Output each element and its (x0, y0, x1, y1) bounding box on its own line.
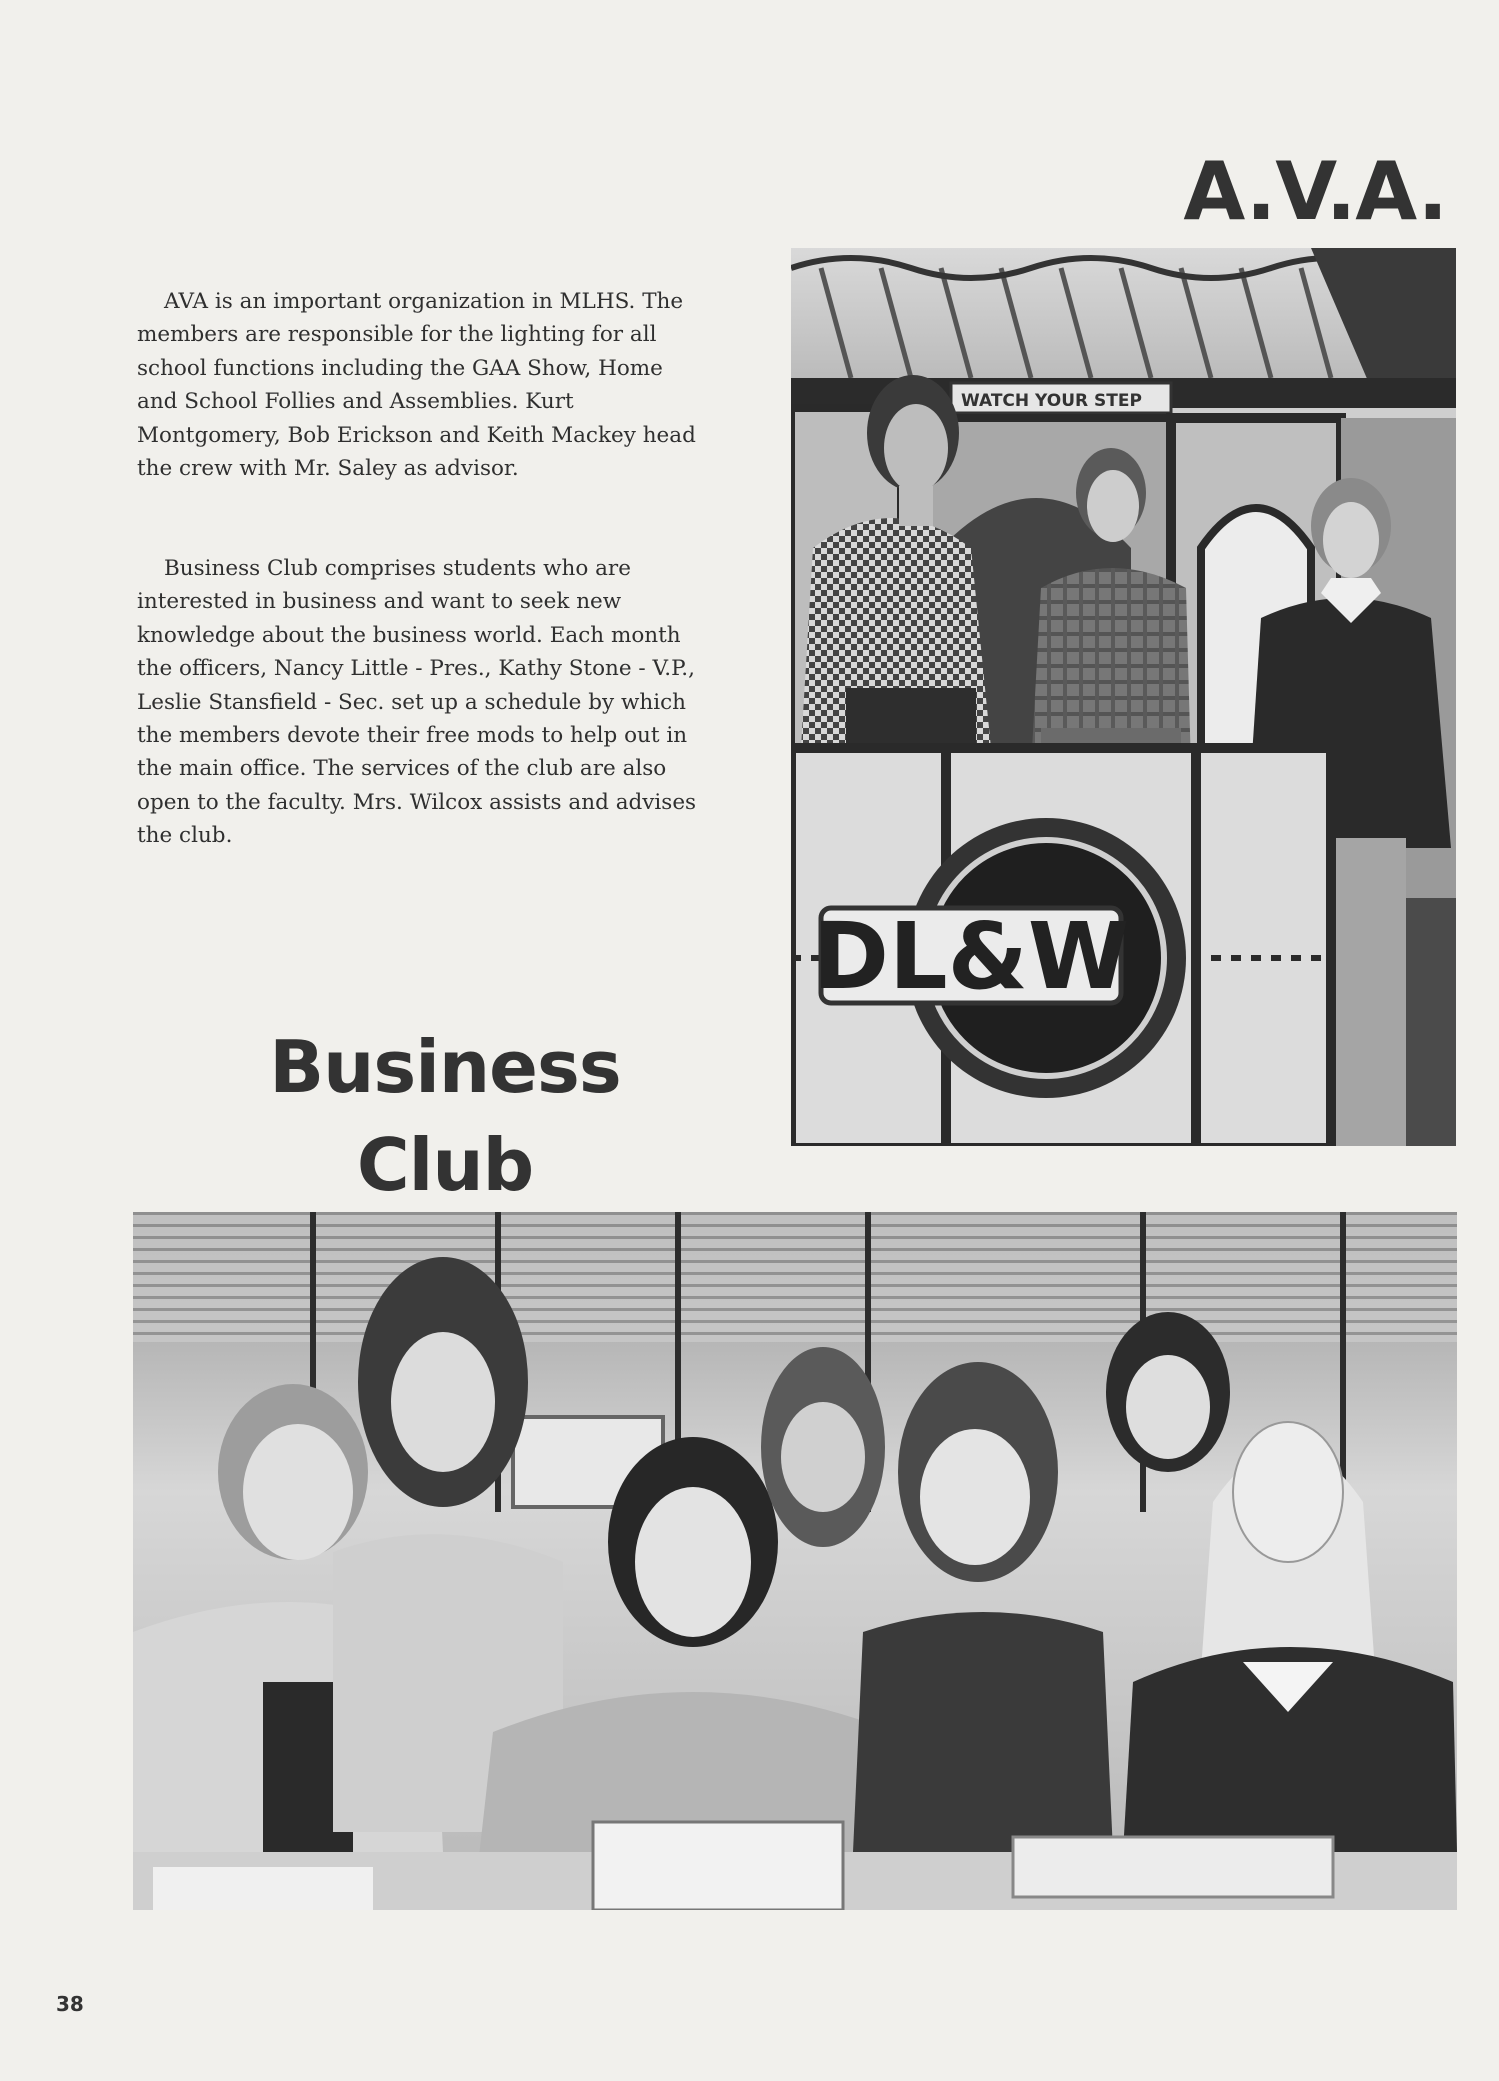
ava-description: AVA is an important organization in MLHS. The members are responsible for the lighting for all school functions including the GAA Show, Home and School Follies and Assemblies. Kurt Montgomery, Bob Erickson and Keith Mackey head the crew with Mr. Saley as advisor. (137, 289, 696, 482)
business-heading-line2: Club (356, 1123, 534, 1207)
business-club-heading (200, 1018, 690, 1214)
ava-crew-photo (791, 248, 1456, 1146)
page-number: 38 (56, 1992, 84, 2016)
ava-heading: A.V.A. (1183, 145, 1447, 238)
business-club-description: Business Club comprises students who are interested in business and want to seek new knowledge about the business world. Each month the officers, Nancy Little - Pres., Kathy Stone - V.P., Leslie Stansfield - Sec. set up a schedule by which the members devote their free mods to help out in the main office. The services of the club are also open to the faculty. Mrs. Wilcox assists and advises the club. (137, 556, 697, 849)
dlw-sign: DL&W (812, 903, 1130, 1010)
banner-text: WATCH YOUR STEP (961, 391, 1142, 411)
business-heading-line1: Business (269, 1025, 621, 1109)
business-club-photo (133, 1212, 1457, 1910)
ava-photo-illustration (791, 248, 1456, 1146)
business-photo-illustration (133, 1212, 1457, 1910)
